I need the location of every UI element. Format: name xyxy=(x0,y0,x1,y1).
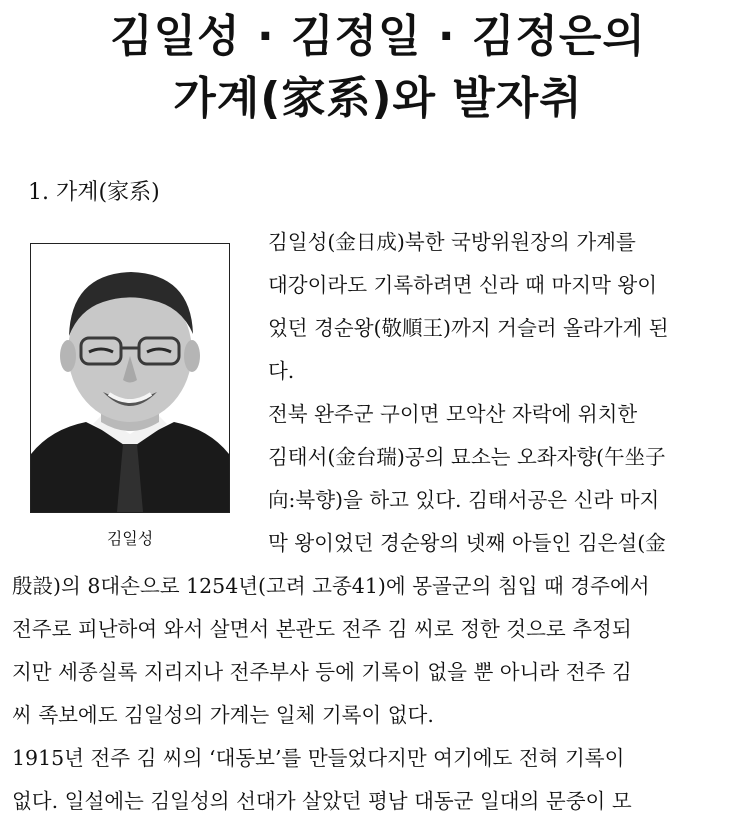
body-line: 전주로 피난하여 와서 살면서 본관도 전주 김 씨로 정한 것으로 추정되 xyxy=(12,617,632,641)
document-title-line-2: 가계(家系)와 발자취 xyxy=(173,73,583,124)
portrait-caption: 김일성 xyxy=(106,529,154,548)
body-line: 지만 세종실록 지리지나 전주부사 등에 기록이 없을 뿐 아니라 전주 김 xyxy=(12,660,632,684)
body-line: 向:북향)을 하고 있다. 김태서공은 신라 마지 xyxy=(268,488,660,512)
body-line: 대강이라도 기록하려면 신라 때 마지막 왕이 xyxy=(268,273,658,297)
body-line: 없다. 일설에는 김일성의 선대가 살았던 평남 대동군 일대의 문중이 모 xyxy=(12,789,632,813)
body-line: 전북 완주군 구이면 모악산 자락에 위치한 xyxy=(268,402,638,426)
body-line: 막 왕이었던 경순왕의 넷째 아들인 김은설(金 xyxy=(268,531,666,555)
portrait-illustration xyxy=(31,244,229,512)
body-line: 다. xyxy=(268,359,295,383)
body-line: 김태서(金台瑞)공의 묘소는 오좌자향(午坐子 xyxy=(268,445,666,469)
body-line: 씨 족보에도 김일성의 가계는 일체 기록이 없다. xyxy=(12,703,434,727)
body-line: 殷設)의 8대손으로 1254년(고려 고종41)에 몽골군의 침입 때 경주에서 xyxy=(12,574,650,598)
body-line: 었던 경순왕(敬順王)까지 거슬러 올라가게 된 xyxy=(268,316,669,340)
section-heading: 1. 가계(家系) xyxy=(28,180,160,205)
portrait-photo xyxy=(30,243,230,513)
body-line: 1915년 전주 김 씨의 ‘대동보’를 만들었다지만 여기에도 전혀 기록이 xyxy=(12,746,625,770)
body-line: 김일성(金日成)북한 국방위원장의 가계를 xyxy=(268,230,636,254)
document-title-line-1: 김일성 · 김정일 · 김정은의 xyxy=(110,11,646,62)
